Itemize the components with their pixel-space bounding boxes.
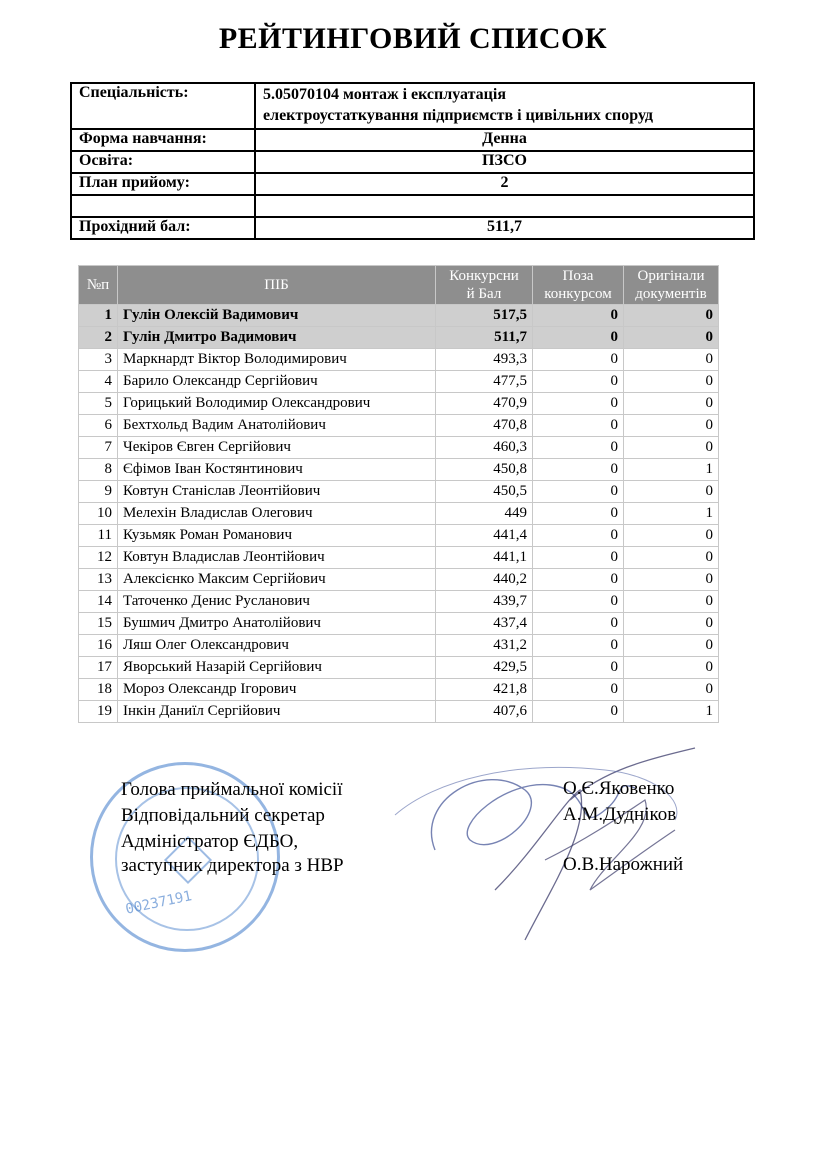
- table-row: [79, 679, 719, 701]
- row-originals: 0: [624, 481, 719, 503]
- row-name: Яворський Назарій Сергійович: [118, 657, 436, 679]
- signature-role-secretary: Відповідальний секретар: [121, 805, 325, 826]
- row-num: 19: [79, 701, 118, 723]
- specialty-value-line1: 5.05070104 монтаж і експлуатація: [263, 86, 506, 103]
- row-outside: 0: [533, 657, 624, 679]
- row-originals: 0: [624, 305, 719, 327]
- table-row: [79, 591, 719, 613]
- row-score: 450,8: [436, 459, 533, 481]
- header-outside: [533, 266, 624, 305]
- row-name: Кузьмяк Роман Романович: [118, 525, 436, 547]
- row-score: 440,2: [436, 569, 533, 591]
- specialty-value: [255, 83, 754, 129]
- signature-name-deputy: О.В.Нарожний: [563, 854, 684, 875]
- row-originals: 0: [624, 657, 719, 679]
- row-originals: 0: [624, 613, 719, 635]
- header-name: ПІБ: [118, 266, 436, 305]
- row-outside: 0: [533, 635, 624, 657]
- row-outside: 0: [533, 371, 624, 393]
- row-originals: 0: [624, 635, 719, 657]
- row-outside: 0: [533, 415, 624, 437]
- table-row: [79, 569, 719, 591]
- table-row: [79, 635, 719, 657]
- row-outside: 0: [533, 305, 624, 327]
- table-row: [79, 525, 719, 547]
- row-name: Інкін Даниїл Сергійович: [118, 701, 436, 723]
- row-num: 18: [79, 679, 118, 701]
- row-originals: 0: [624, 679, 719, 701]
- row-outside: 0: [533, 481, 624, 503]
- row-originals: 0: [624, 327, 719, 349]
- row-originals: 0: [624, 415, 719, 437]
- row-score: 493,3: [436, 349, 533, 371]
- row-outside: 0: [533, 701, 624, 723]
- row-name: Мороз Олександр Ігорович: [118, 679, 436, 701]
- pass-value: 511,7: [255, 217, 754, 239]
- row-outside: 0: [533, 679, 624, 701]
- row-num: 11: [79, 525, 118, 547]
- row-outside: 0: [533, 569, 624, 591]
- row-name: Горицький Володимир Олександрович: [118, 393, 436, 415]
- table-row: [79, 393, 719, 415]
- row-name: Єфімов Іван Костянтинович: [118, 459, 436, 481]
- row-originals: 0: [624, 525, 719, 547]
- row-num: 10: [79, 503, 118, 525]
- row-name: Бушмич Дмитро Анатолійович: [118, 613, 436, 635]
- row-originals: 0: [624, 393, 719, 415]
- row-num: 6: [79, 415, 118, 437]
- row-originals: 0: [624, 591, 719, 613]
- form-value: Денна: [255, 129, 754, 151]
- row-score: 470,9: [436, 393, 533, 415]
- row-num: 16: [79, 635, 118, 657]
- info-table: [70, 82, 755, 240]
- row-originals: 0: [624, 349, 719, 371]
- row-num: 1: [79, 305, 118, 327]
- table-row: [79, 327, 719, 349]
- row-originals: 1: [624, 503, 719, 525]
- row-name: Таточенко Денис Русланович: [118, 591, 436, 613]
- table-row: [79, 503, 719, 525]
- row-outside: 0: [533, 349, 624, 371]
- header-score-line2: й Бал: [466, 286, 502, 302]
- row-name: Алексієнко Максим Сергійович: [118, 569, 436, 591]
- signature-name-secretary: А.М.Дудніков: [563, 804, 677, 825]
- info-row-plan: [71, 173, 754, 195]
- empty-label: [71, 195, 255, 217]
- table-row: [79, 481, 719, 503]
- page-title: РЕЙТИНГОВИЙ СПИСОК: [218, 22, 608, 55]
- header-num: №п: [79, 266, 118, 305]
- form-label: Форма навчання:: [71, 129, 255, 151]
- row-num: 8: [79, 459, 118, 481]
- rating-header-row: [79, 266, 719, 305]
- table-row: [79, 547, 719, 569]
- signature-name-head: О.Є.Яковенко: [563, 778, 675, 799]
- info-row-specialty: [71, 83, 754, 129]
- row-num: 4: [79, 371, 118, 393]
- info-row-form: [71, 129, 754, 151]
- table-row: [79, 613, 719, 635]
- row-score: 460,3: [436, 437, 533, 459]
- signature-block: [85, 740, 725, 960]
- row-score: 511,7: [436, 327, 533, 349]
- info-row-pass: [71, 217, 754, 239]
- row-score: 470,8: [436, 415, 533, 437]
- info-row-education: [71, 151, 754, 173]
- row-originals: 0: [624, 437, 719, 459]
- rating-table: [78, 265, 719, 723]
- row-name: Бехтхольд Вадим Анатолійович: [118, 415, 436, 437]
- row-num: 9: [79, 481, 118, 503]
- row-num: 13: [79, 569, 118, 591]
- plan-value: 2: [255, 173, 754, 195]
- table-row: [79, 657, 719, 679]
- row-score: 450,5: [436, 481, 533, 503]
- row-outside: 0: [533, 547, 624, 569]
- education-label: Освіта:: [71, 151, 255, 173]
- plan-label: План прийому:: [71, 173, 255, 195]
- row-score: 439,7: [436, 591, 533, 613]
- table-row: [79, 305, 719, 327]
- header-originals-line2: документів: [635, 286, 707, 302]
- row-name: Ляш Олег Олександрович: [118, 635, 436, 657]
- table-row: [79, 415, 719, 437]
- header-outside-line2: конкурсом: [544, 286, 612, 302]
- row-name: Ковтун Станіслав Леонтійович: [118, 481, 436, 503]
- handwritten-signature: [375, 740, 725, 950]
- row-score: 437,4: [436, 613, 533, 635]
- specialty-label: Спеціальність:: [71, 83, 255, 129]
- signature-role-head: Голова приймальної комісії: [121, 779, 343, 800]
- row-outside: 0: [533, 393, 624, 415]
- row-name: Барило Олександр Сергійович: [118, 371, 436, 393]
- signature-role-admin: Адміністратор ЄДБО,: [121, 831, 299, 852]
- row-outside: 0: [533, 503, 624, 525]
- row-outside: 0: [533, 613, 624, 635]
- empty-value: [255, 195, 754, 217]
- row-outside: 0: [533, 591, 624, 613]
- row-score: 429,5: [436, 657, 533, 679]
- table-row: [79, 437, 719, 459]
- row-score: 517,5: [436, 305, 533, 327]
- table-row: [79, 459, 719, 481]
- row-num: 5: [79, 393, 118, 415]
- row-originals: 0: [624, 371, 719, 393]
- row-num: 17: [79, 657, 118, 679]
- row-outside: 0: [533, 437, 624, 459]
- row-name: Мелехін Владислав Олегович: [118, 503, 436, 525]
- row-name: Ковтун Владислав Леонтійович: [118, 547, 436, 569]
- row-score: 407,6: [436, 701, 533, 723]
- rating-body: [79, 305, 719, 723]
- education-value: ПЗСО: [255, 151, 754, 173]
- row-num: 15: [79, 613, 118, 635]
- row-originals: 1: [624, 459, 719, 481]
- row-num: 7: [79, 437, 118, 459]
- row-score: 431,2: [436, 635, 533, 657]
- row-outside: 0: [533, 525, 624, 547]
- table-row: [79, 371, 719, 393]
- row-outside: 0: [533, 327, 624, 349]
- pass-label: Прохідний бал:: [71, 217, 255, 239]
- header-score: [436, 266, 533, 305]
- row-num: 12: [79, 547, 118, 569]
- header-outside-line1: Поза: [562, 268, 594, 284]
- row-outside: 0: [533, 459, 624, 481]
- row-name: Чекіров Євген Сергійович: [118, 437, 436, 459]
- table-row: [79, 701, 719, 723]
- row-originals: 0: [624, 547, 719, 569]
- header-originals-line1: Оригінали: [637, 268, 705, 284]
- stamp-code: 00237191: [124, 888, 194, 918]
- row-score: 441,4: [436, 525, 533, 547]
- row-num: 14: [79, 591, 118, 613]
- row-num: 2: [79, 327, 118, 349]
- signature-role-deputy: заступник директора з НВР: [121, 855, 344, 876]
- header-score-line1: Конкурсни: [449, 268, 519, 284]
- row-name: Гулін Олексій Вадимович: [118, 305, 436, 327]
- row-score: 477,5: [436, 371, 533, 393]
- row-name: Гулін Дмитро Вадимович: [118, 327, 436, 349]
- row-originals: 0: [624, 569, 719, 591]
- row-score: 449: [436, 503, 533, 525]
- table-row: [79, 349, 719, 371]
- row-score: 441,1: [436, 547, 533, 569]
- row-originals: 1: [624, 701, 719, 723]
- specialty-value-line2: електроустаткування підприємств і цивільних споруд: [263, 107, 654, 124]
- row-score: 421,8: [436, 679, 533, 701]
- info-row-empty: [71, 195, 754, 217]
- row-num: 3: [79, 349, 118, 371]
- header-originals: [624, 266, 719, 305]
- row-name: Маркнардт Віктор Володимирович: [118, 349, 436, 371]
